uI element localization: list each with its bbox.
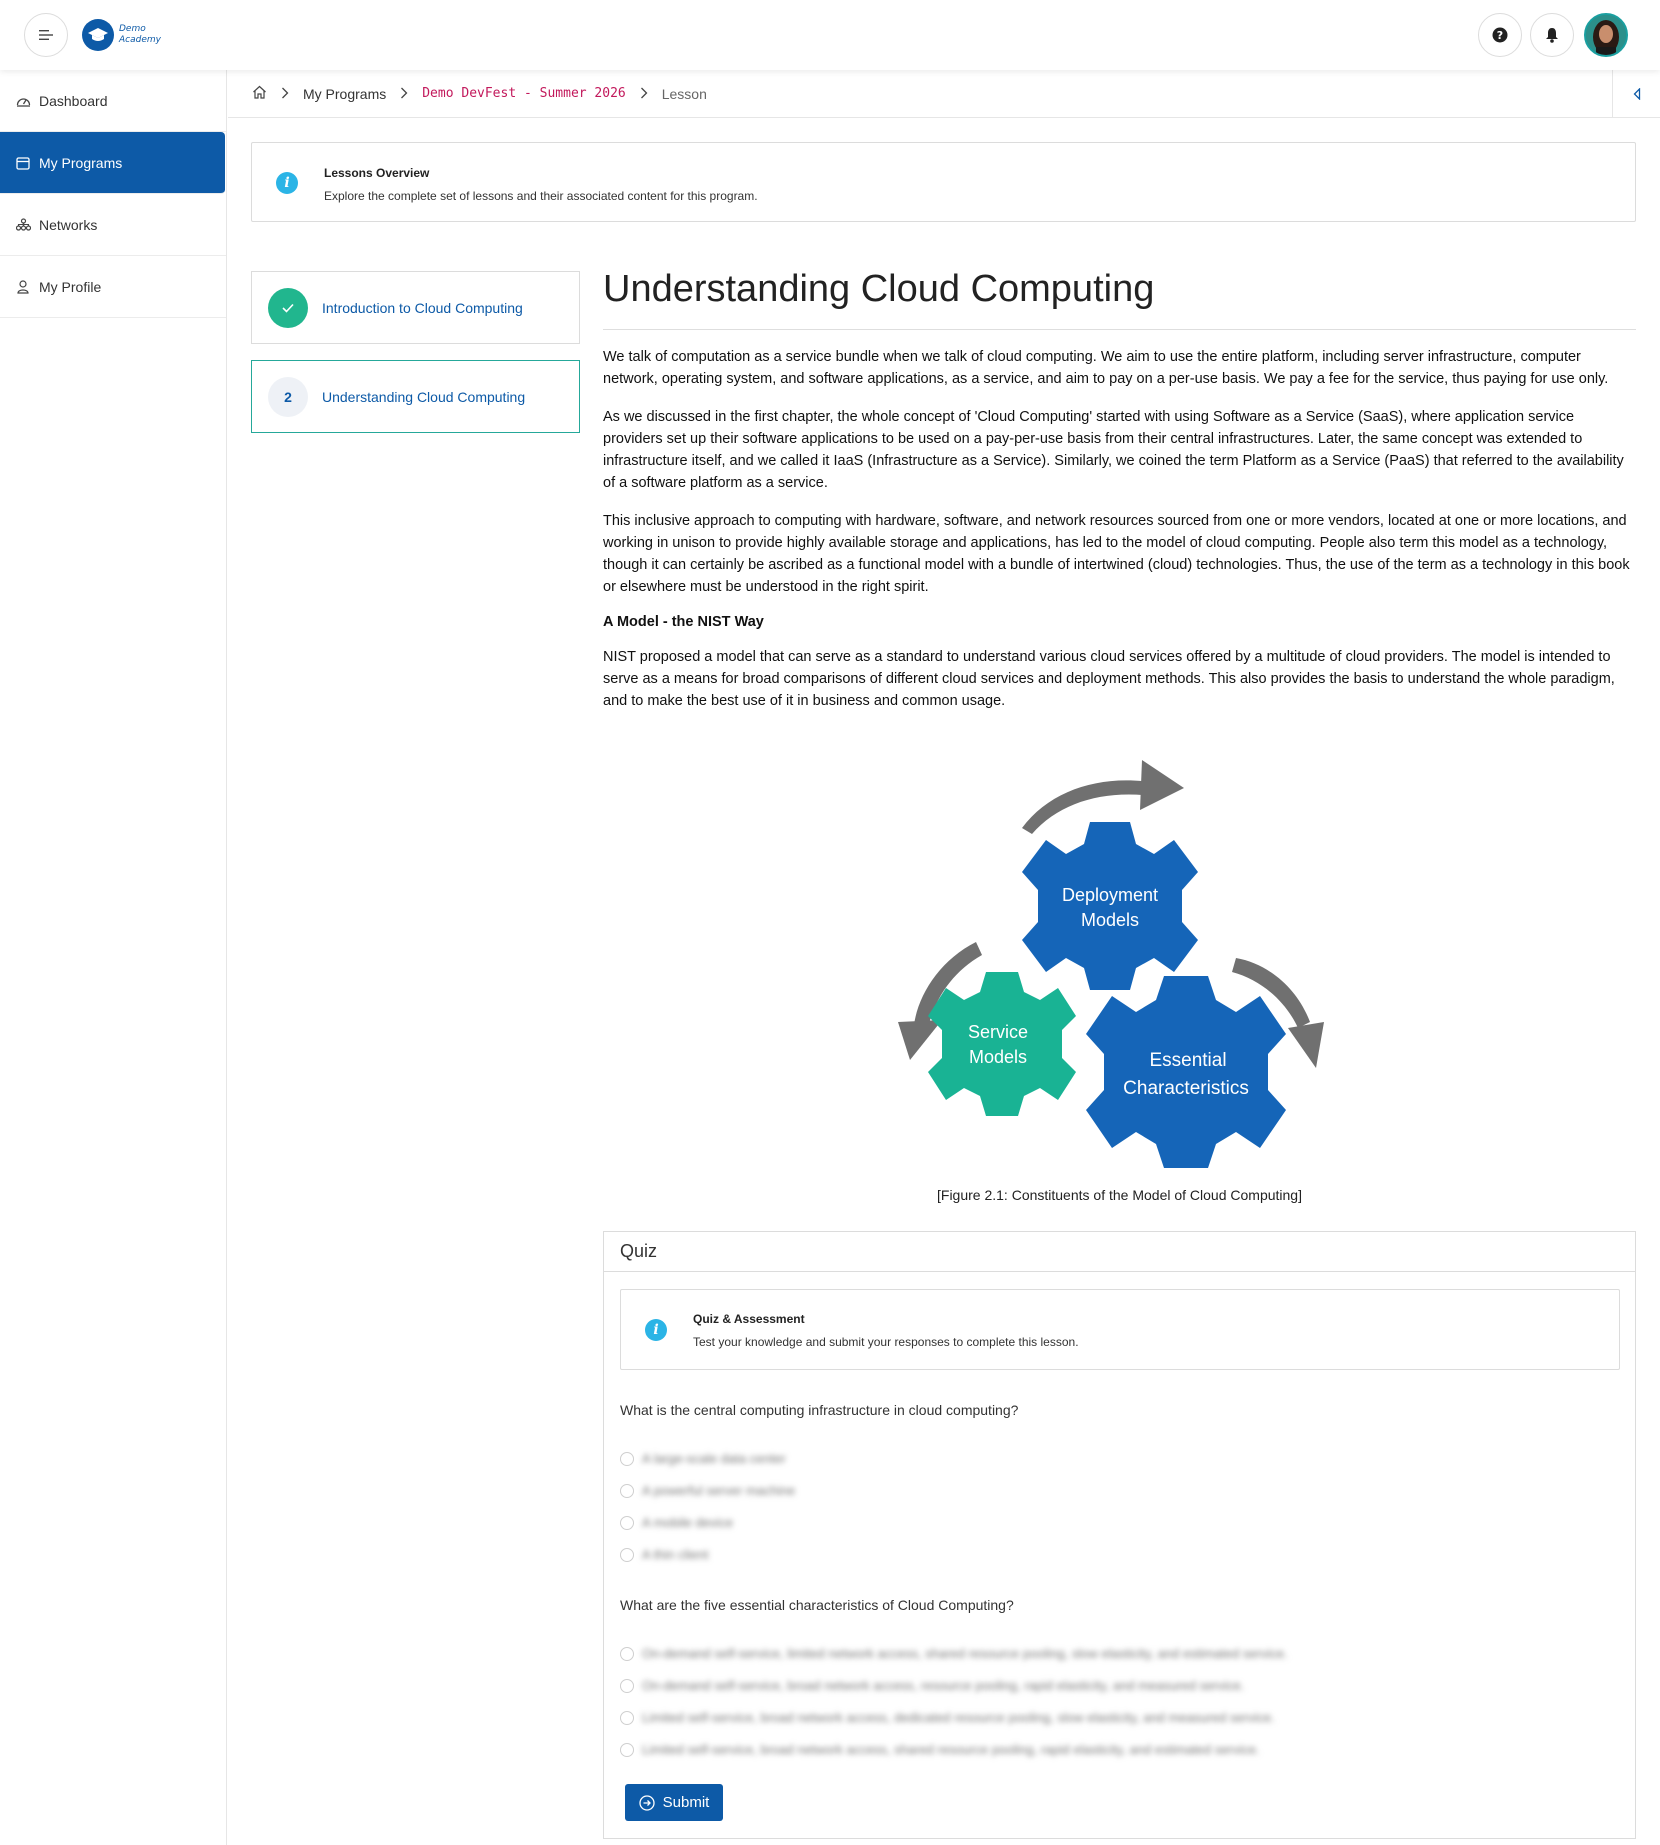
gear-service-line1: Service <box>967 1022 1029 1042</box>
radio-button[interactable] <box>620 1743 634 1757</box>
menu-button[interactable] <box>24 13 68 57</box>
article-subheading: A Model - the NIST Way <box>603 614 764 630</box>
answer-option[interactable] <box>620 1710 1275 1725</box>
arrow-circle-right-icon <box>639 1795 655 1811</box>
chevron-right-icon <box>400 86 408 102</box>
gear-essential-line1: Essential <box>1149 1050 1227 1071</box>
answer-option[interactable] <box>620 1678 1244 1693</box>
sidebar-item-label: My Programs <box>39 154 123 171</box>
gear-deployment-line1: Deployment <box>1061 885 1159 905</box>
sidebar-item-label: Dashboard <box>39 92 108 109</box>
sidebar-item-my-programs[interactable] <box>0 132 225 194</box>
breadcrumb-program[interactable]: Demo DevFest - Summer 2026 <box>422 86 626 101</box>
lessons-overview-box <box>251 142 1636 222</box>
radio-button[interactable] <box>620 1647 634 1661</box>
info-icon: i <box>276 172 298 194</box>
radio-button[interactable] <box>620 1452 634 1466</box>
help-icon <box>1492 27 1508 43</box>
logo-text <box>119 24 161 46</box>
sidebar-item-label: My Profile <box>39 278 102 295</box>
chevron-right-icon <box>640 86 648 102</box>
dashboard-icon <box>15 93 31 109</box>
logo-line2: Academy <box>119 35 161 45</box>
option-label: A powerful server machine <box>642 1483 796 1498</box>
graduation-cap-icon <box>82 19 114 51</box>
svg-text:?: ? <box>1496 29 1504 42</box>
breadcrumb <box>228 70 1660 118</box>
option-label: A mobile device <box>642 1515 734 1530</box>
lesson-article <box>603 268 1636 712</box>
answer-option[interactable] <box>620 1547 709 1562</box>
article-paragraph: NIST proposed a model that can serve as a standard to understand various cloud services offered by a multitude of cloud providers. The model is intended to serve as a means for broad comparisons of different cloud services and deployment methods. This also provides the basis to understand the whole paradigm, and to make the best use of it in business and common usage. <box>603 649 1615 709</box>
lesson-number: 2 <box>268 377 308 417</box>
academy-logo[interactable] <box>82 19 161 51</box>
gear-service-models <box>928 972 1076 1116</box>
notifications-button[interactable] <box>1530 13 1574 57</box>
lesson-label: Introduction to Cloud Computing <box>322 299 523 316</box>
article-paragraph: We talk of computation as a service bundle when we talk of cloud computing. We aim to use the entire platform, including server infrastructure, computer network, operating system, and software applications, as a service, and aim to pay on a per-use basis. We pay a fee for the service, thus paying for use only. <box>603 349 1609 387</box>
gear-essential-line2: Characteristics <box>1123 1078 1249 1099</box>
quiz-info-title: Quiz & Assessment <box>693 1312 805 1326</box>
help-button[interactable] <box>1478 13 1522 57</box>
question-text: What is the central computing infrastructure in cloud computing? <box>620 1402 1019 1418</box>
option-label: Limited self-service, broad network access, shared resource pooling, rapid elasticity, and estimated service. <box>642 1742 1260 1757</box>
lesson-label: Understanding Cloud Computing <box>322 388 526 405</box>
quiz-info-box <box>620 1289 1620 1370</box>
chevron-right-icon <box>281 86 289 102</box>
radio-button[interactable] <box>620 1711 634 1725</box>
gear-deployment-line2: Models <box>1080 910 1140 930</box>
quiz-title: Quiz <box>604 1232 1635 1272</box>
bell-icon <box>1545 27 1559 43</box>
sidebar-item-my-profile[interactable] <box>0 256 226 318</box>
submit-label: Submit <box>662 1794 710 1811</box>
logo-line1: Demo <box>119 24 146 34</box>
radio-button[interactable] <box>620 1484 634 1498</box>
network-icon <box>15 217 31 233</box>
sidebar-item-dashboard[interactable] <box>0 70 226 132</box>
user-icon <box>15 279 31 295</box>
option-label: Limited self-service, broad network access, dedicated resource pooling, slow elasticity, and measured service. <box>642 1710 1275 1725</box>
gear-deployment-models <box>1022 822 1198 990</box>
option-label: A large-scale data center <box>642 1451 786 1466</box>
gear-service-line2: Models <box>968 1047 1028 1067</box>
cloud-model-figure <box>870 750 1350 1175</box>
info-icon: i <box>645 1319 667 1341</box>
home-icon[interactable] <box>252 85 267 102</box>
quiz-panel <box>603 1231 1636 1839</box>
user-avatar[interactable] <box>1584 13 1628 57</box>
caret-left-icon <box>1633 88 1641 100</box>
quiz-info-description: Test your knowledge and submit your responses to complete this lesson. <box>693 1335 1079 1349</box>
breadcrumb-current: Lesson <box>661 85 707 102</box>
question-text: What are the five essential characteristics of Cloud Computing? <box>620 1597 1014 1613</box>
option-label: On-demand self-service, limited network access, shared resource pooling, slow elasticity, and estimated service. <box>642 1646 1288 1661</box>
collapse-panel-button[interactable] <box>1612 70 1660 117</box>
radio-button[interactable] <box>620 1548 634 1562</box>
submit-button[interactable] <box>625 1784 723 1821</box>
option-label: On-demand self-service, broad network access, resource pooling, rapid elasticity, and measured service. <box>642 1678 1245 1693</box>
answer-option[interactable] <box>620 1483 795 1498</box>
answer-option[interactable] <box>620 1451 786 1466</box>
answer-option[interactable] <box>620 1646 1288 1661</box>
radio-button[interactable] <box>620 1679 634 1693</box>
option-label: A thin client <box>642 1547 709 1562</box>
article-paragraph: This inclusive approach to computing with hardware, software, and network resources sourced from one or more vendors, located at one or more locations, and working in unison to provide highly available storage and applications, has led to the model of cloud computing. People also term this model as a technology, though it can certainly be ascribed as a functional model with a bundle of intertwined (cloud) technologies. Thus, the use of the term as a technology in this book or elsewhere must be understood in the right spirit. <box>603 513 1630 595</box>
answer-option[interactable] <box>620 1742 1260 1757</box>
lesson-item-1[interactable] <box>251 271 580 344</box>
breadcrumb-my-programs[interactable]: My Programs <box>303 85 387 102</box>
lesson-title: Understanding Cloud Computing <box>603 268 1636 330</box>
lesson-item-2[interactable] <box>251 360 580 433</box>
calendar-icon <box>15 155 31 171</box>
answer-option[interactable] <box>620 1515 733 1530</box>
menu-icon <box>39 29 53 41</box>
gear-essential-characteristics <box>1086 976 1286 1168</box>
check-icon <box>268 288 308 328</box>
overview-description: Explore the complete set of lessons and their associated content for this program. <box>324 189 758 203</box>
figure-caption: [Figure 2.1: Constituents of the Model of Cloud Computing] <box>937 1187 1302 1203</box>
sidebar-item-label: Networks <box>39 216 98 233</box>
top-bar <box>0 0 1660 70</box>
radio-button[interactable] <box>620 1516 634 1530</box>
article-paragraph: As we discussed in the first chapter, the whole concept of 'Cloud Computing' started with using Software as a Service (SaaS), where application service providers set up their software applications to be used on a pay-per-use basis from their central infrastructures. Later, the same concept was extended to infrastructure itself, and we called it IaaS (Infrastructure as a Service). Similarly, we coined the term Platform as a Service (PaaS) that referred to the availability of a software platform as a service. <box>603 409 1624 491</box>
overview-title: Lessons Overview <box>324 166 430 180</box>
sidebar <box>0 70 227 1845</box>
sidebar-item-networks[interactable] <box>0 194 226 256</box>
